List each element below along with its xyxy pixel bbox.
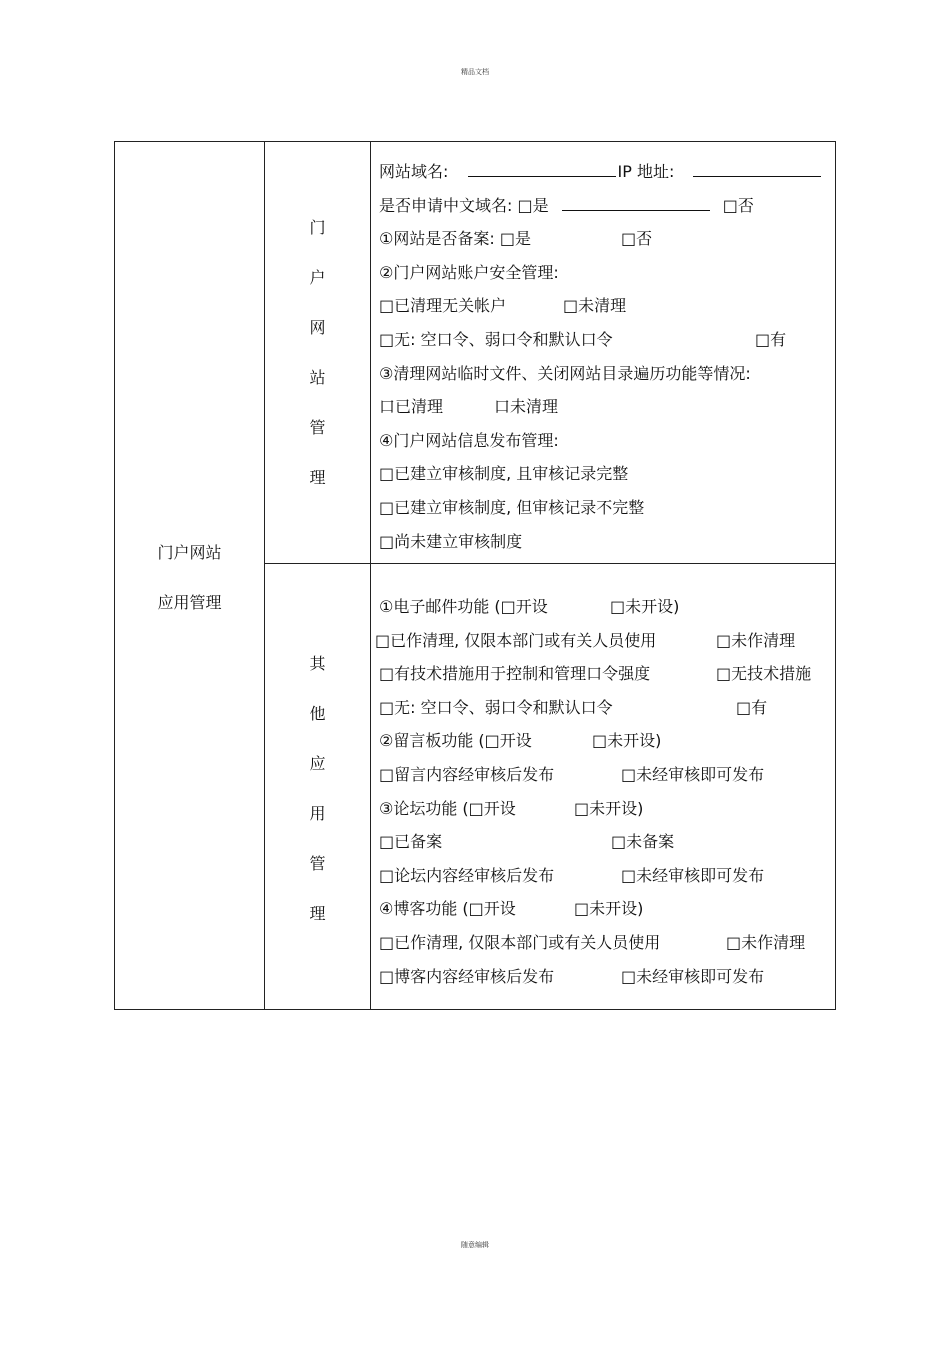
- review-none-option[interactable]: □尚未建立审核制度: [379, 531, 523, 551]
- weak-password-row-2: □无: 空口令、弱口令和默认口令 □有: [379, 697, 768, 717]
- temp-files-heading: ③清理网站临时文件、关闭网站目录遍历功能等情况:: [379, 363, 751, 383]
- page-footer: 随意编辑: [461, 1241, 489, 1249]
- blog-row: ④博客功能 (□开设 □未开设): [379, 899, 644, 919]
- blog-clean-row: □已作清理, 仅限本部门或有关人员使用 □未作清理: [379, 932, 806, 952]
- blog-review-row: □博客内容经审核后发布 □未经审核即可发布: [379, 966, 765, 986]
- cn-domain-row: 是否申请中文域名: □是 □否: [379, 189, 823, 223]
- category-line-1: 门户网站: [157, 543, 222, 562]
- forum-row: ③论坛功能 (□开设 □未开设): [379, 798, 644, 818]
- account-row: □已清理无关帐户 □未清理: [379, 296, 627, 316]
- account-heading: ②门户网站账户安全管理:: [379, 262, 559, 282]
- row-divider: [264, 563, 835, 564]
- temp-files-row: 口已清理 口未清理: [379, 397, 559, 417]
- section-title-portal: 门 户 网 站 管 理: [309, 218, 326, 487]
- weak-password-row: □无: 空口令、弱口令和默认口令 □有: [379, 329, 787, 349]
- domain-row: 网站域名: IP 地址:: [379, 155, 823, 189]
- cn-domain-field[interactable]: [562, 192, 710, 211]
- management-table: [114, 141, 836, 1010]
- forum-review-row: □论坛内容经审核后发布 □未经审核即可发布: [379, 865, 765, 885]
- review-partial-option[interactable]: □已建立审核制度, 但审核记录不完整: [379, 497, 645, 517]
- info-pub-heading: ④门户网站信息发布管理:: [379, 430, 559, 450]
- other-apps-content: [375, 590, 812, 993]
- category-line-2: 应用管理: [157, 593, 222, 612]
- filing-row: ①网站是否备案: □是 □否: [379, 229, 653, 249]
- ip-field[interactable]: [693, 158, 821, 177]
- tech-measure-row: □有技术措施用于控制和管理口令强度 □无技术措施: [379, 664, 812, 684]
- page-header: 精品文档: [461, 68, 489, 76]
- forum-filing-row: □已备案 □未备案: [379, 832, 675, 852]
- review-full-option[interactable]: □已建立审核制度, 且审核记录完整: [379, 464, 629, 484]
- column-divider-2: [370, 142, 371, 1009]
- email-clean-row: □已作清理, 仅限本部门或有关人员使用 □未作清理: [375, 630, 796, 650]
- portal-content: [379, 155, 823, 558]
- board-row: ②留言板功能 (□开设 □未开设): [379, 731, 662, 751]
- board-review-row: □留言内容经审核后发布 □未经审核即可发布: [379, 764, 765, 784]
- section-title-other: 其 他 应 用 管 理: [309, 654, 326, 923]
- domain-field[interactable]: [468, 158, 616, 177]
- email-row: ①电子邮件功能 (□开设 □未开设): [379, 597, 680, 616]
